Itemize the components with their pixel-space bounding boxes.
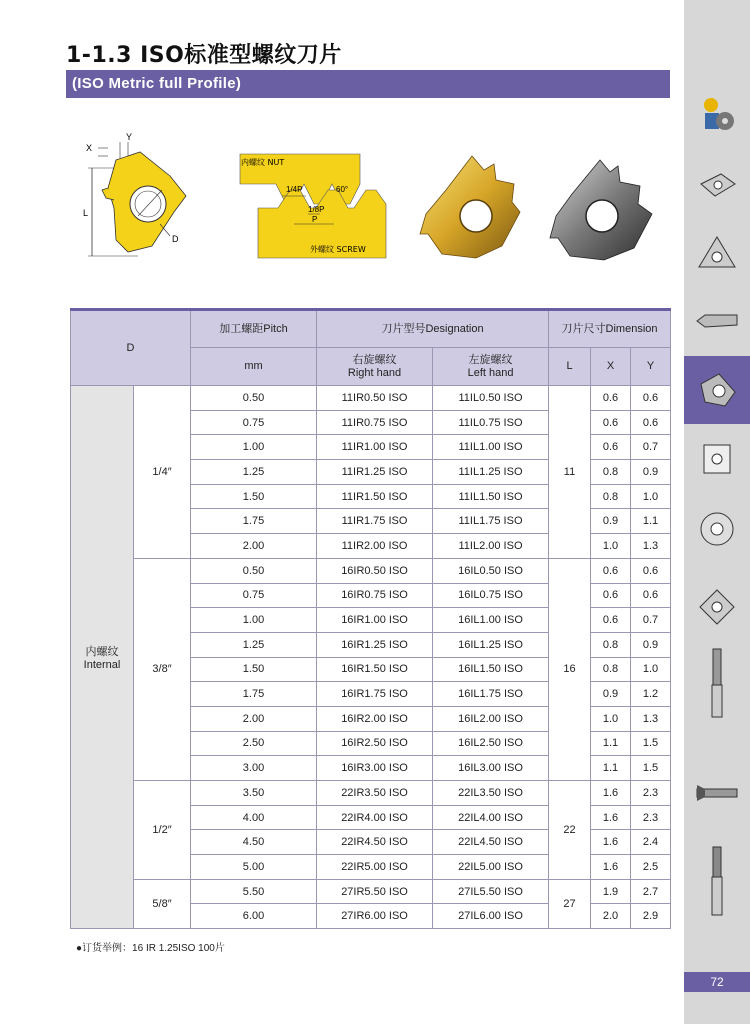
header-d: D	[71, 310, 191, 386]
y-cell: 1.3	[631, 706, 671, 731]
right-hand-cell: 22IR3.50 ISO	[317, 781, 433, 806]
square-insert-icon[interactable]	[690, 162, 744, 208]
y-cell: 0.6	[631, 410, 671, 435]
x-cell: 1.0	[591, 534, 631, 559]
pitch-cell: 1.25	[191, 460, 317, 485]
pitch-cell: 5.50	[191, 879, 317, 904]
pitch-cell: 1.50	[191, 484, 317, 509]
header-left-hand	[433, 348, 549, 386]
y-cell: 1.2	[631, 682, 671, 707]
thread-profile-diagram	[238, 150, 388, 260]
triangle-insert-icon[interactable]	[690, 230, 744, 276]
size-cell: 1/4″	[134, 386, 191, 559]
left-hand-cell: 27IL5.50 ISO	[433, 879, 549, 904]
left-hand-cell: 11IL1.00 ISO	[433, 435, 549, 460]
size-cell: 3/8″	[134, 558, 191, 780]
left-hand-cell: 11IL1.50 ISO	[433, 484, 549, 509]
thread-type-en: Internal	[83, 659, 121, 672]
right-hand-cell: 22IR4.50 ISO	[317, 830, 433, 855]
eighth-p-label: 1/8P	[308, 205, 325, 214]
pitch-cell: 1.50	[191, 657, 317, 682]
header-pitch: 加工螺距Pitch	[191, 310, 317, 348]
left-hand-cell: 16IL1.50 ISO	[433, 657, 549, 682]
round-insert-icon[interactable]	[690, 506, 744, 552]
page-number: 72	[684, 972, 750, 992]
page-title: 1-1.3 ISO标准型螺纹刀片	[66, 43, 342, 68]
order-example-note: ●订货举例：16 IR 1.25ISO 100片	[76, 943, 225, 954]
left-hand-cell: 16IL2.00 ISO	[433, 706, 549, 731]
x-cell: 0.6	[591, 608, 631, 633]
header-left-cn: 左旋螺纹	[468, 353, 513, 366]
right-hand-cell: 11IR1.50 ISO	[317, 484, 433, 509]
tool-holder-icon[interactable]	[690, 770, 744, 816]
header-l: L	[549, 348, 591, 386]
thread-type-cn: 内螺纹	[85, 646, 119, 659]
x-cell: 0.6	[591, 435, 631, 460]
y-cell: 2.9	[631, 904, 671, 929]
right-hand-cell: 16IR2.50 ISO	[317, 731, 433, 756]
table-row	[71, 879, 671, 904]
y-cell: 0.6	[631, 558, 671, 583]
y-cell: 2.3	[631, 805, 671, 830]
y-cell: 0.7	[631, 435, 671, 460]
x-cell: 1.6	[591, 805, 631, 830]
l-cell: 11	[549, 386, 591, 559]
x-cell: 0.8	[591, 632, 631, 657]
left-hand-cell: 16IL2.50 ISO	[433, 731, 549, 756]
x-label: X	[86, 143, 93, 153]
y-cell: 0.9	[631, 460, 671, 485]
y-cell: 2.7	[631, 879, 671, 904]
left-hand-cell: 16IL1.25 ISO	[433, 632, 549, 657]
y-cell: 1.1	[631, 509, 671, 534]
spec-table-body	[71, 386, 671, 929]
left-hand-cell: 16IL1.00 ISO	[433, 608, 549, 633]
left-hand-cell: 22IL5.00 ISO	[433, 855, 549, 880]
x-cell: 1.6	[591, 855, 631, 880]
right-hand-cell: 11IR1.00 ISO	[317, 435, 433, 460]
right-hand-cell: 16IR1.25 ISO	[317, 632, 433, 657]
right-hand-cell: 11IR0.50 ISO	[317, 386, 433, 411]
left-hand-cell: 11IL2.00 ISO	[433, 534, 549, 559]
right-hand-cell: 11IR2.00 ISO	[317, 534, 433, 559]
screw-label: 外螺纹 SCREW	[310, 245, 366, 254]
left-hand-cell: 11IL1.75 ISO	[433, 509, 549, 534]
header-right-cn: 右旋螺纹	[352, 353, 397, 366]
pitch-cell: 4.50	[191, 830, 317, 855]
grooving-insert-icon[interactable]	[690, 298, 744, 344]
y-label: Y	[126, 132, 133, 142]
right-hand-cell: 16IR0.50 ISO	[317, 558, 433, 583]
pitch-cell: 1.75	[191, 682, 317, 707]
x-cell: 0.8	[591, 657, 631, 682]
subtitle-bar	[66, 70, 670, 98]
nut-label: 内螺纹 NUT	[241, 158, 285, 167]
right-hand-cell: 16IR0.75 ISO	[317, 583, 433, 608]
right-hand-cell: 16IR1.50 ISO	[317, 657, 433, 682]
right-hand-cell: 22IR5.00 ISO	[317, 855, 433, 880]
thread-type-cell	[71, 386, 134, 929]
square-hole-insert-icon[interactable]	[690, 436, 744, 482]
right-hand-cell: 11IR0.75 ISO	[317, 410, 433, 435]
table-row	[71, 386, 671, 411]
pitch-cell: 4.00	[191, 805, 317, 830]
right-hand-cell: 16IR1.75 ISO	[317, 682, 433, 707]
table-row	[71, 558, 671, 583]
pitch-cell: 0.75	[191, 410, 317, 435]
left-hand-cell: 11IL1.25 ISO	[433, 460, 549, 485]
left-hand-cell: 16IL3.00 ISO	[433, 756, 549, 781]
x-cell: 2.0	[591, 904, 631, 929]
l-cell: 27	[549, 879, 591, 928]
pitch-cell: 1.75	[191, 509, 317, 534]
y-cell: 0.6	[631, 386, 671, 411]
left-hand-cell: 11IL0.75 ISO	[433, 410, 549, 435]
x-cell: 0.6	[591, 583, 631, 608]
y-cell: 2.4	[631, 830, 671, 855]
pitch-cell: 5.00	[191, 855, 317, 880]
pitch-cell: 1.00	[191, 435, 317, 460]
right-hand-cell: 27IR6.00 ISO	[317, 904, 433, 929]
pitch-cell: 3.50	[191, 781, 317, 806]
spec-table	[70, 308, 671, 929]
end-mill-icon[interactable]	[690, 660, 744, 706]
x-cell: 1.1	[591, 731, 631, 756]
y-cell: 0.6	[631, 583, 671, 608]
gold-insert-photo	[416, 150, 526, 262]
right-hand-cell: 11IR1.75 ISO	[317, 509, 433, 534]
size-cell: 5/8″	[134, 879, 191, 928]
x-cell: 1.9	[591, 879, 631, 904]
header-right-hand	[317, 348, 433, 386]
y-cell: 2.3	[631, 781, 671, 806]
y-cell: 0.7	[631, 608, 671, 633]
d-label: D	[172, 234, 179, 244]
left-hand-cell: 11IL0.50 ISO	[433, 386, 549, 411]
pitch-cell: 0.50	[191, 386, 317, 411]
pitch-cell: 1.25	[191, 632, 317, 657]
x-cell: 1.1	[591, 756, 631, 781]
pitch-cell: 0.50	[191, 558, 317, 583]
right-hand-cell: 16IR3.00 ISO	[317, 756, 433, 781]
y-cell: 1.5	[631, 756, 671, 781]
drill-icon[interactable]	[690, 858, 744, 904]
header-left-en: Left hand	[467, 366, 514, 379]
header-designation: 刀片型号Designation	[317, 310, 549, 348]
left-hand-cell: 27IL6.00 ISO	[433, 904, 549, 929]
l-cell: 16	[549, 558, 591, 780]
l-cell: 22	[549, 781, 591, 880]
right-hand-cell: 11IR1.25 ISO	[317, 460, 433, 485]
x-cell: 0.9	[591, 682, 631, 707]
y-cell: 1.0	[631, 657, 671, 682]
header-y: Y	[631, 348, 671, 386]
pitch-cell: 2.50	[191, 731, 317, 756]
insert-dimension-diagram	[78, 128, 208, 268]
y-cell: 2.5	[631, 855, 671, 880]
left-hand-cell: 16IL1.75 ISO	[433, 682, 549, 707]
x-cell: 0.6	[591, 386, 631, 411]
x-cell: 1.6	[591, 781, 631, 806]
quarter-p-label: 1/4P	[286, 185, 303, 194]
left-hand-cell: 22IL4.50 ISO	[433, 830, 549, 855]
p-label: P	[312, 215, 318, 224]
left-hand-cell: 16IL0.75 ISO	[433, 583, 549, 608]
x-cell: 0.6	[591, 558, 631, 583]
l-label: L	[83, 208, 89, 218]
x-cell: 0.8	[591, 460, 631, 485]
y-cell: 0.9	[631, 632, 671, 657]
x-cell: 0.9	[591, 509, 631, 534]
header-right-en: Right hand	[347, 366, 402, 379]
y-cell: 1.5	[631, 731, 671, 756]
pitch-cell: 6.00	[191, 904, 317, 929]
right-hand-cell: 16IR1.00 ISO	[317, 608, 433, 633]
worker-gear-icon[interactable]	[690, 92, 744, 138]
header-pitch-unit: mm	[191, 348, 317, 386]
pitch-cell: 2.00	[191, 534, 317, 559]
left-hand-cell: 22IL4.00 ISO	[433, 805, 549, 830]
rhombic-insert-icon[interactable]	[690, 584, 744, 630]
x-cell: 1.0	[591, 706, 631, 731]
y-cell: 1.3	[631, 534, 671, 559]
table-row	[71, 781, 671, 806]
pitch-cell: 3.00	[191, 756, 317, 781]
pitch-cell: 2.00	[191, 706, 317, 731]
left-hand-cell: 16IL0.50 ISO	[433, 558, 549, 583]
right-hand-cell: 16IR2.00 ISO	[317, 706, 433, 731]
x-cell: 1.6	[591, 830, 631, 855]
right-hand-cell: 27IR5.50 ISO	[317, 879, 433, 904]
threading-insert-icon[interactable]	[684, 356, 750, 424]
x-cell: 0.6	[591, 410, 631, 435]
silver-insert-photo	[548, 158, 660, 262]
y-cell: 1.0	[631, 484, 671, 509]
left-hand-cell: 22IL3.50 ISO	[433, 781, 549, 806]
header-x: X	[591, 348, 631, 386]
pitch-cell: 1.00	[191, 608, 317, 633]
subtitle-text: (ISO Metric full Profile)	[72, 75, 242, 92]
header-dimension: 刀片尺寸Dimension	[549, 310, 671, 348]
right-hand-cell: 22IR4.00 ISO	[317, 805, 433, 830]
size-cell: 1/2″	[134, 781, 191, 880]
x-cell: 0.8	[591, 484, 631, 509]
pitch-cell: 0.75	[191, 583, 317, 608]
angle-label: 60°	[336, 185, 349, 194]
